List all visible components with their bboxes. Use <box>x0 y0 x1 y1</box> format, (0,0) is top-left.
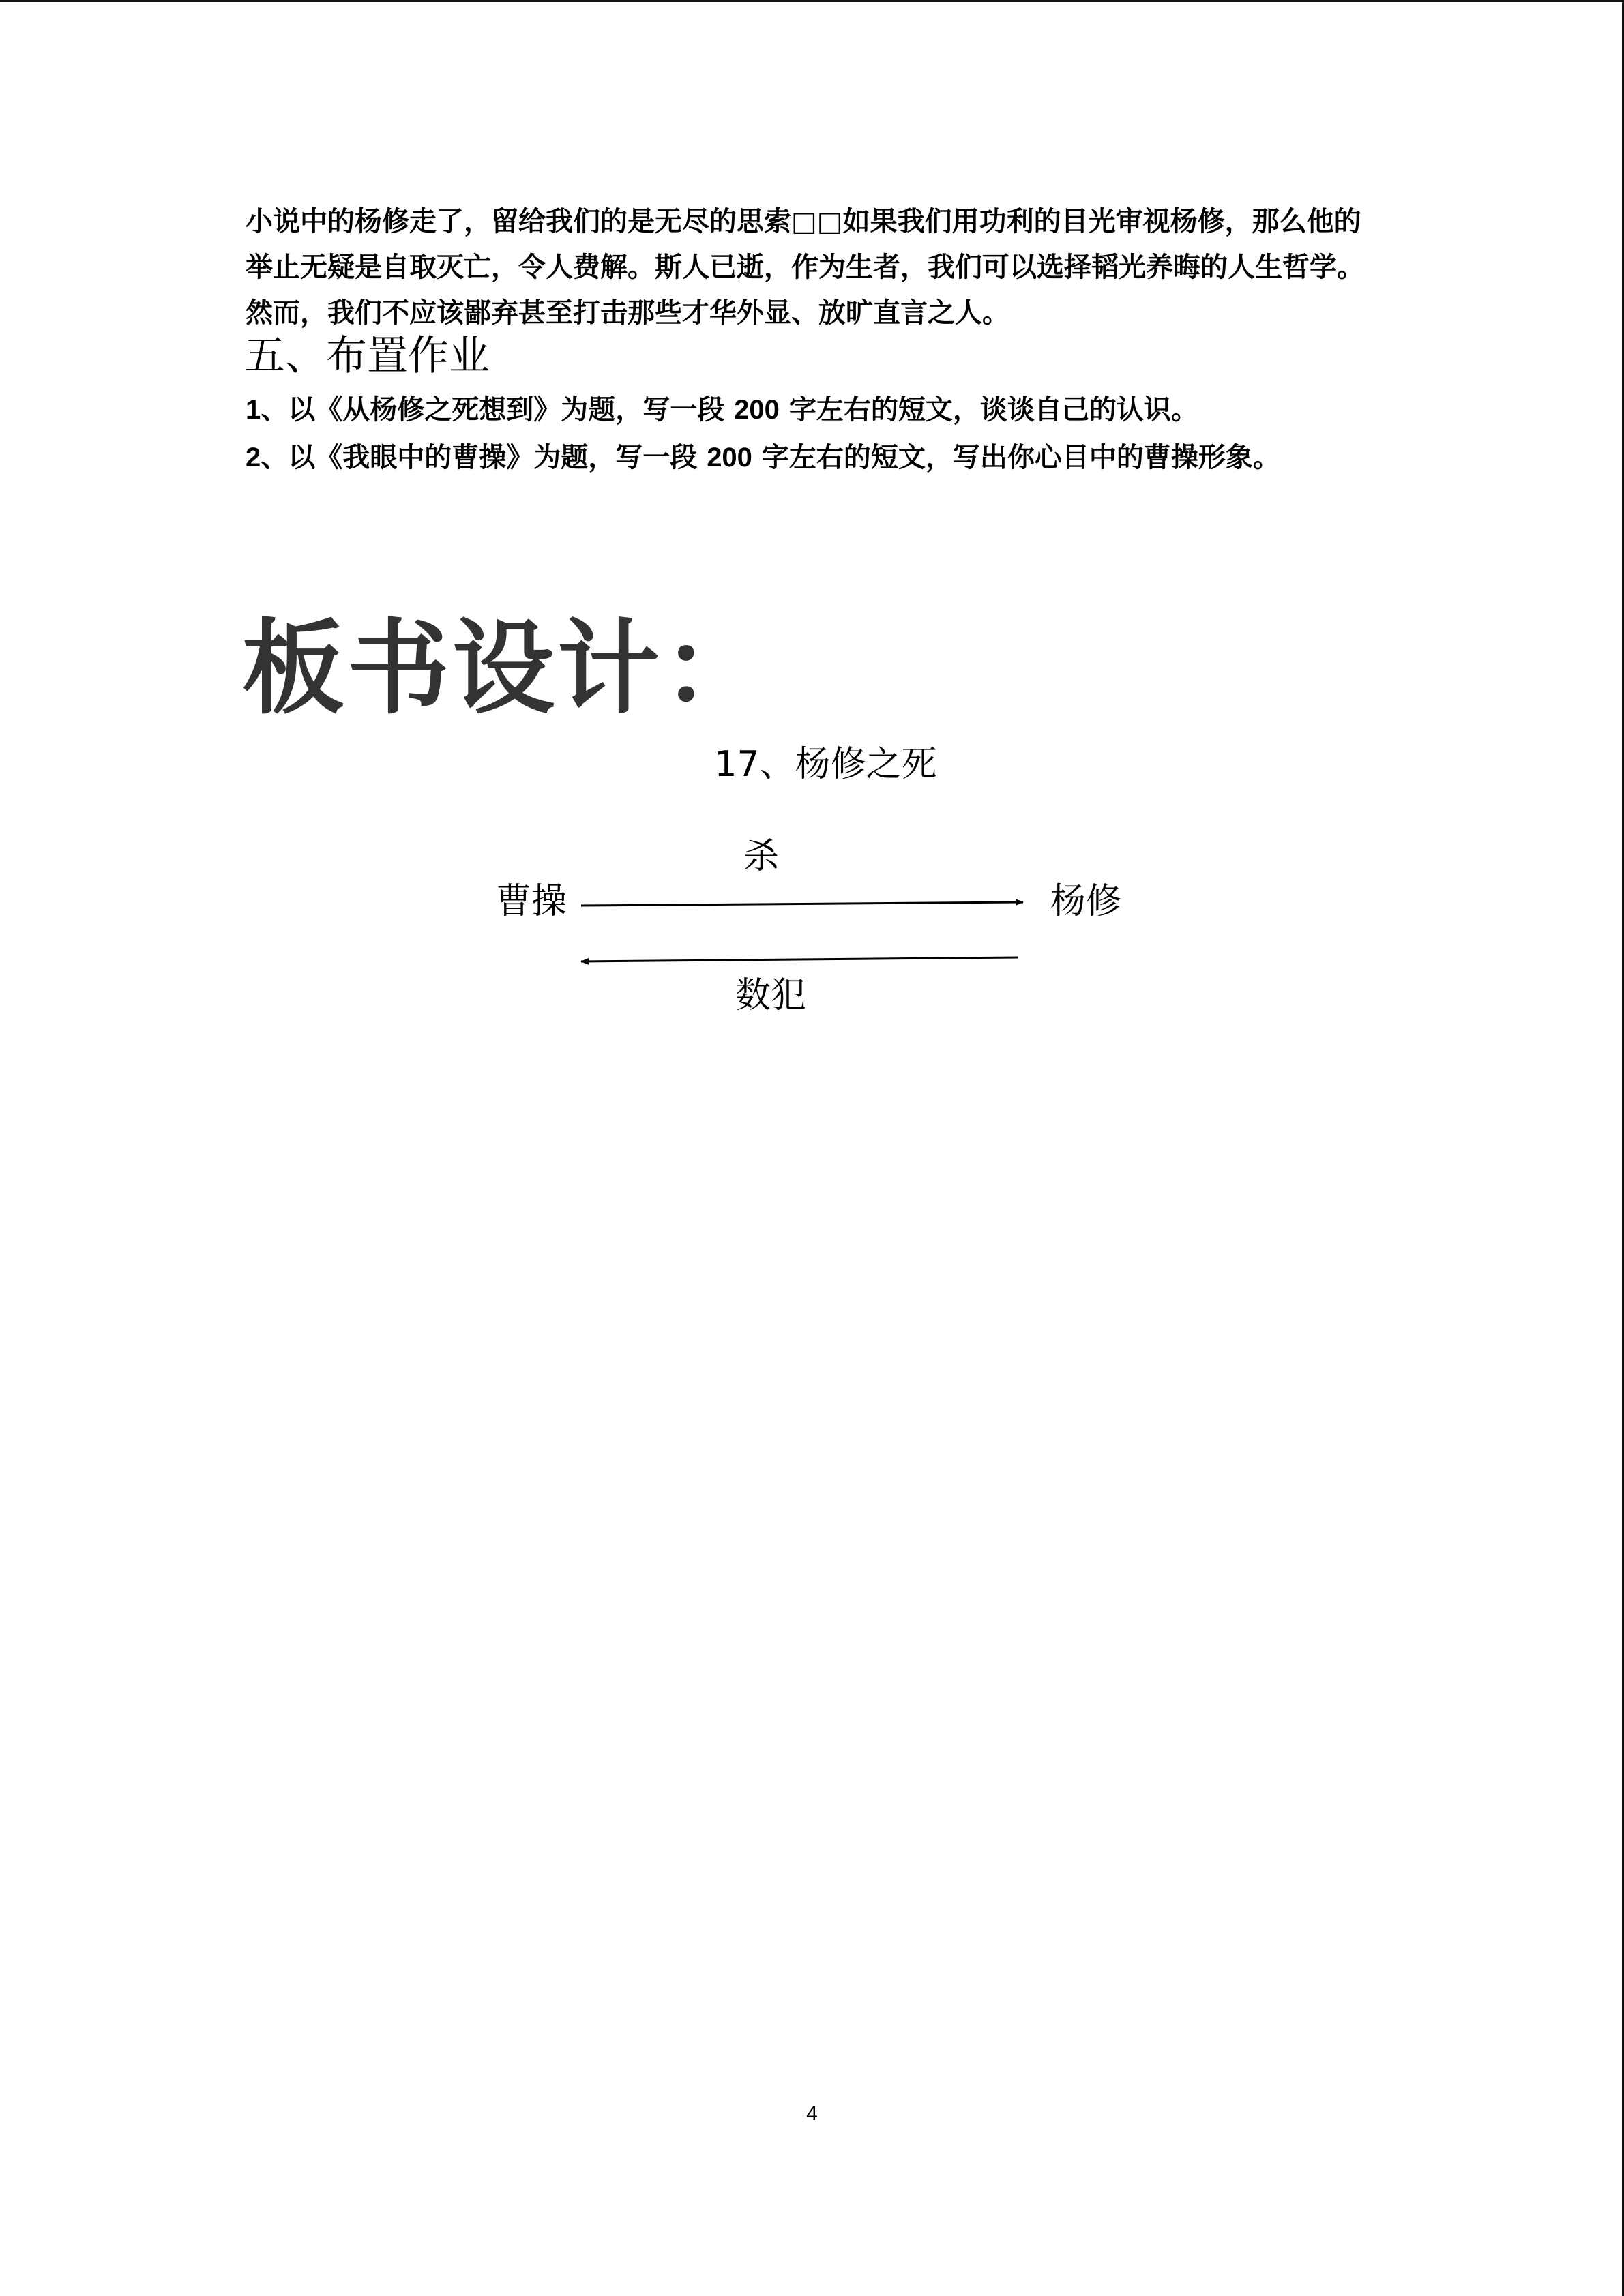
diagram-node-left: 曹操 <box>496 881 567 922</box>
diagram-node-right: 杨修 <box>1050 881 1122 922</box>
body-paragraph: 小说中的杨修走了，留给我们的是无尽的思索□□如果我们用功利的目光审视杨修，那么他的举止无疑是自取灭亡，令人费解。斯人已逝，作为生者，我们可以选择韬光养晦的人生哲学。然而，我们不应该鄙弃甚至打击那些才华外显、放旷直言之人。 <box>246 206 1364 329</box>
homework-text: 、以《我眼中的曹操》为题，写一段 <box>261 442 707 473</box>
homework-list <box>246 386 1405 481</box>
lesson-title: 17、杨修之死 <box>714 744 937 785</box>
homework-text: 字左右的短文，谈谈自己的认识。 <box>779 394 1198 426</box>
homework-text: 、以《从杨修之死想到》为题，写一段 <box>261 394 735 426</box>
section-heading: 五、布置作业 <box>244 332 490 380</box>
diagram-top-label: 杀 <box>743 836 780 877</box>
board-diagram <box>477 825 1160 1030</box>
homework-word-count: 200 <box>734 395 780 425</box>
homework-item-2 <box>246 434 1405 481</box>
arrow-left <box>581 957 1018 961</box>
page-top-border <box>0 0 1624 2</box>
homework-number: 1 <box>246 395 261 425</box>
page-number: 4 <box>806 2102 818 2125</box>
diagram-arrows <box>477 825 1160 1030</box>
homework-number: 2 <box>246 443 261 473</box>
arrow-right <box>581 902 1023 906</box>
homework-item-1 <box>246 386 1405 434</box>
homework-word-count: 200 <box>707 443 752 473</box>
homework-text: 字左右的短文，写出你心目中的曹操形象。 <box>752 442 1280 473</box>
board-design-title: 板书设计： <box>242 608 768 728</box>
diagram-bottom-label: 数犯 <box>735 975 807 1016</box>
